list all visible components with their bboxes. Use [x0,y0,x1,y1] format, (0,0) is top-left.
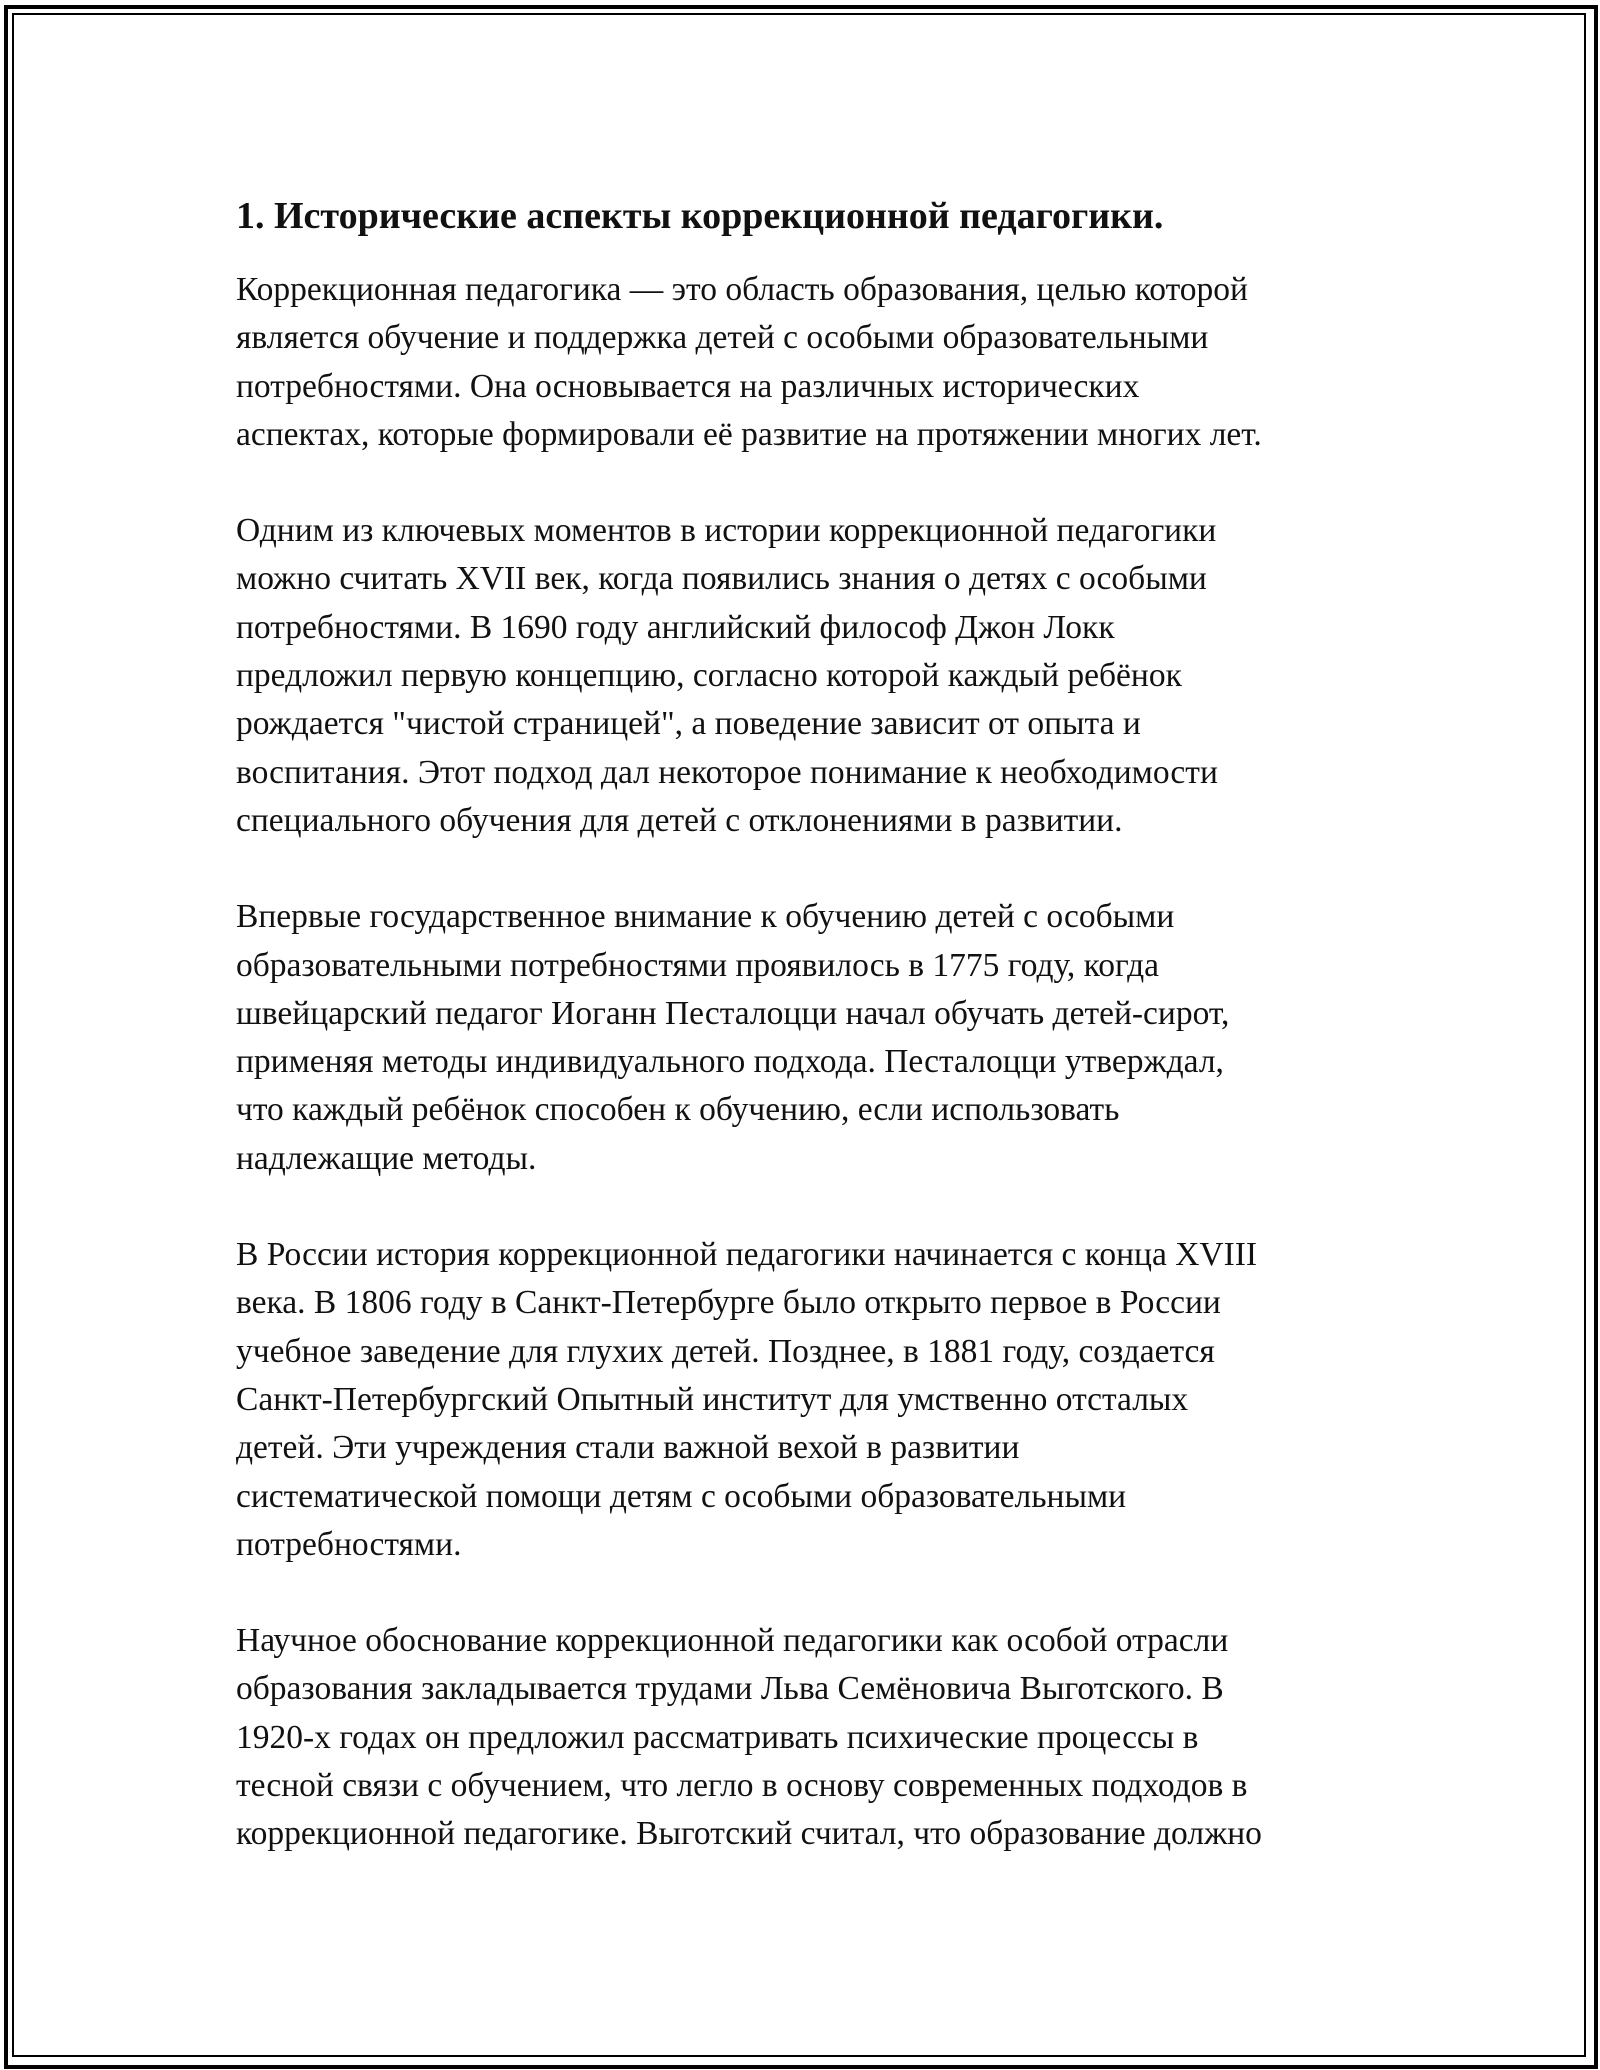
paragraph-locke: Одним из ключевых моментов в истории коррекционной педагогики можно считать XVII век, когда появились знания о детях с особыми потребностями. В 1690 году английский философ Джон Локк предложил первую концепцию, согласно которой каждый ребёнок рождается "чистой страницей", а поведение зависит от опыта и воспитания. Этот подход дал некоторое понимание к необходимости специального обучения для детей с отклонениями в развитии. [236,512,1218,839]
section-heading: 1. Исторические аспекты коррекционной педагогики. [236,195,1164,237]
document-body [236,188,1376,1907]
paragraph-intro: Коррекционная педагогика — это область образования, целью которой является обучение и поддержка детей с особыми образовательными потребностями. Она основывается на различных исторических аспектах, которые формировали её развитие на протяжении многих лет. [236,271,1262,453]
paragraph-vygotsky: Научное обоснование коррекционной педагогики как особой отрасли образования закладывается трудами Льва Семёновича Выготского. В 1920-х годах он предложил рассматривать психические процессы в тесной связи с обучением, что легло в основу современных подходов в коррекционной педагогике. Выготский считал, что образование должно [236,1622,1262,1853]
paragraph-russia: В России история коррекционной педагогики начинается с конца XVIII века. В 1806 году в Санкт-Петербурге было открыто первое в России учебное заведение для глухих детей. Позднее, в 1881 году, создается Санкт-Петербургский Опытный институт для умственно отсталых детей. Эти учреждения стали важной вехой в развитии систематической помощи детям с особыми образовательными потребностями. [236,1236,1258,1563]
paragraph-pestalozzi: Впервые государственное внимание к обучению детей с особыми образовательными потребностями проявилось в 1775 году, когда швейцарский педагог Иоганн Песталоцци начал обучать детей-сирот, применяя методы индивидуального подхода. Песталоцци утверждал, что каждый ребёнок способен к обучению, если использовать надлежащие методы. [236,898,1230,1177]
